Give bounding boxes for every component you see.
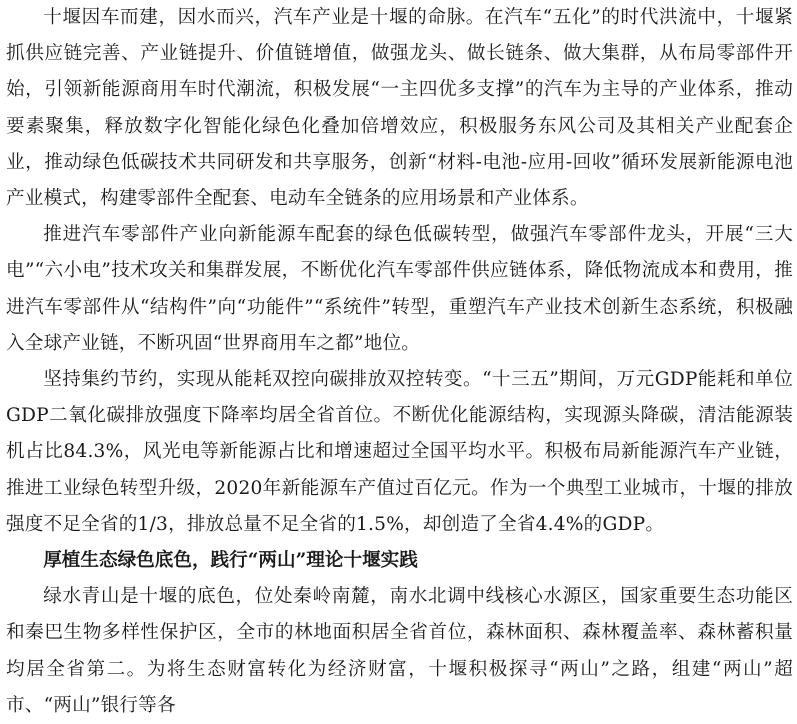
paragraph-ecological-base: 绿水青山是十堰的底色，位处秦岭南麓，南水北调中线核心水源区，国家重要生态功能区和秦巴生物多样性保护区，全市的林地面积居全省首位，森林面积、森林覆盖率、森林蓄积量均居全省第二。为将生态财富转化为经济财富，十堰积极探寻“两山”之路，组建“两山”超市、“两山”银行等各 [6, 586, 793, 716]
paragraph-automotive-industry: 十堰因车而建，因水而兴，汽车产业是十堰的命脉。在汽车“五化”的时代洪流中，十堰紧抓供应链完善、产业链提升、价值链增值，做强龙头、做长链条、做大集群，从布局零部件开始，引领新能源商用车时代潮流，积极发展“一主四优多支撑”的汽车为主导的产业体系，推动要素聚集，释放数字化智能化绿色化叠加倍增效应，积极服务东风公司及其相关产业配套企业，推动绿色低碳技术共同研发和共享服务，创新“材料-电池-应用-回收”循环发展新能源电池产业模式，构建零部件全配套、电动车全链条的应用场景和产业体系。 [6, 7, 793, 210]
paragraph-auto-parts-transformation: 推进汽车零部件产业向新能源车配套的绿色低碳转型，做强汽车零部件龙头，开展“三大电”“六小电”技术攻关和集群发展，不断优化汽车零部件供应链体系，降低物流成本和费用，推进汽车零部件从“结构件”向“功能件”“系统件”转型，重塑汽车产业技术创新生态系统，积极融入全球产业链，不断巩固“世界商用车之都”地位。 [6, 224, 793, 354]
paragraph-carbon-emission-control: 坚持集约节约，实现从能耗双控向碳排放双控转变。“十三五”期间，万元GDP能耗和单位GDP二氧化碳排放强度下降率均居全省首位。不断优化能源结构，实现源头降碳，清洁能源装机占比84.3%，风光电等新能源占比和增速超过全国平均水平。积极布局新能源汽车产业链，推进工业绿色转型升级，2020年新能源车产值过百亿元。作为一个典型工业城市，十堰的排放强度不足全省的1/3，排放总量不足全省的1.5%，却创造了全省4.4%的GDP。 [6, 369, 793, 535]
section-heading: 厚植生态绿色底色，践行“两山”理论十堰实践 [43, 550, 418, 572]
